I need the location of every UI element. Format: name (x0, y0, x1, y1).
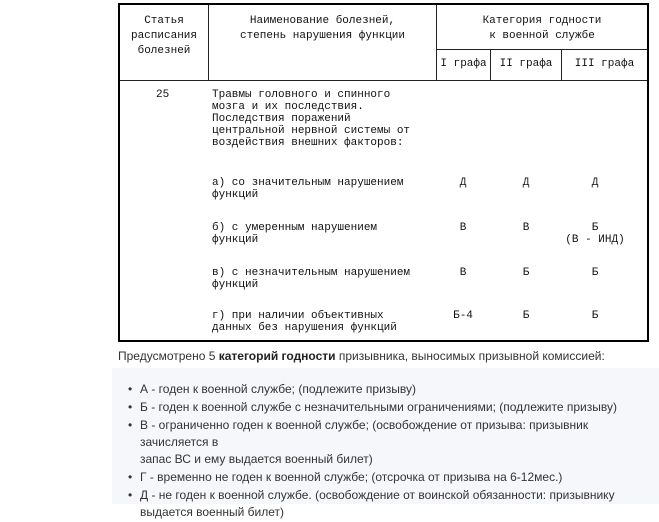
row-b-graph-3 (565, 222, 625, 246)
header-article (120, 14, 208, 59)
header-text: Наименование болезней, (249, 15, 396, 27)
bullet-icon: • (128, 400, 133, 414)
row-a-graph-1: Д (459, 177, 467, 189)
list-item (128, 487, 655, 521)
text-line: б) с умеренным нарушением (212, 222, 378, 234)
caption-text: Предусмотрено 5 (118, 349, 219, 363)
row-d-graph-3 (565, 310, 625, 322)
text-line: Г - временно не годен к военной службе; (отсрочка от призыва на 6-12мес.) (140, 470, 563, 484)
disease-title (212, 89, 435, 149)
text-line: г) при наличии объективных (212, 310, 384, 322)
header-graph-2: II графа (499, 58, 553, 70)
row-c-graph-2: Б (522, 267, 530, 279)
categories-list (128, 381, 655, 522)
categories-intro (118, 348, 605, 364)
text-line: А - годен к военной службе; (подлежите призыву) (140, 382, 416, 396)
text-line: мозга и их последствия. (212, 101, 364, 113)
text-line: выдается военный билет) (140, 505, 284, 519)
text-line: Б - годен к военной службе с незначительными ограничениями; (подлежите призыву) (140, 400, 617, 414)
bullet-icon: • (128, 470, 133, 484)
header-text: расписания (130, 30, 197, 42)
bullet-icon: • (128, 418, 133, 432)
bullet-icon: • (128, 382, 133, 396)
text-line: в) с незначительным нарушением (212, 267, 411, 279)
row-c-graph-3 (565, 267, 625, 279)
cell-value: Б (591, 222, 599, 234)
caption-bold-link[interactable]: категорий годности (218, 349, 336, 363)
header-text: Категория годности (482, 15, 602, 27)
row-b-graph-2: В (522, 222, 530, 234)
article-number: 25 (156, 89, 170, 101)
text-line: Д - не годен к военной службе. (освобождение от воинской обязанности: призывнику (140, 488, 615, 502)
text-line: В - ограниченно годен к военной службе; (освобождение от призыва: призывник зачисляется в (140, 418, 589, 449)
cell-value: Д (591, 177, 599, 189)
cell-value: Б (591, 267, 599, 279)
header-disease-name (209, 14, 436, 44)
text-line: а) со значительным нарушением (212, 177, 404, 189)
header-graph-1: I графа (440, 58, 487, 70)
text-line: функций (212, 234, 259, 246)
header-fitness-category (437, 14, 647, 44)
header-text: к военной службе (489, 30, 595, 42)
text-line: функций (212, 279, 259, 291)
row-c-description (212, 267, 435, 291)
row-a-description (212, 177, 435, 201)
list-item (128, 469, 655, 486)
disease-schedule-table-image (118, 3, 649, 342)
header-text: Статья (144, 15, 184, 27)
row-b-description (212, 222, 435, 246)
list-item (128, 417, 655, 468)
row-b-graph-1: В (459, 222, 467, 234)
header-graph-3: III графа (574, 58, 635, 70)
row-d-graph-2: Б (522, 310, 530, 322)
header-divider (436, 49, 647, 50)
list-item (128, 399, 655, 416)
text-line: Последствия поражений (212, 113, 351, 125)
text-line: данных без нарушения функций (212, 322, 397, 334)
row-a-graph-2: Д (522, 177, 530, 189)
header-text: болезней (137, 45, 191, 57)
row-c-graph-1: В (459, 267, 467, 279)
list-item (128, 381, 655, 398)
row-d-description (212, 310, 435, 334)
header-bottom-line (120, 80, 647, 81)
row-d-graph-1: Б-4 (453, 310, 473, 322)
cell-value: (В - ИНД) (565, 234, 625, 246)
text-line: функций (212, 189, 259, 201)
row-a-graph-3 (565, 177, 625, 189)
text-line: запас ВС и ему выдается военный билет) (140, 452, 373, 466)
bullet-icon: • (128, 488, 133, 502)
caption-text: призывника, выносимых призывной комиссией: (335, 349, 605, 363)
text-line: Травмы головного и спинного (212, 89, 391, 101)
text-line: воздействия внешних факторов: (212, 137, 404, 149)
cell-value: Б (591, 310, 599, 322)
text-line: центральной нервной системы от (212, 125, 411, 137)
header-text: степень нарушения функции (239, 30, 406, 42)
